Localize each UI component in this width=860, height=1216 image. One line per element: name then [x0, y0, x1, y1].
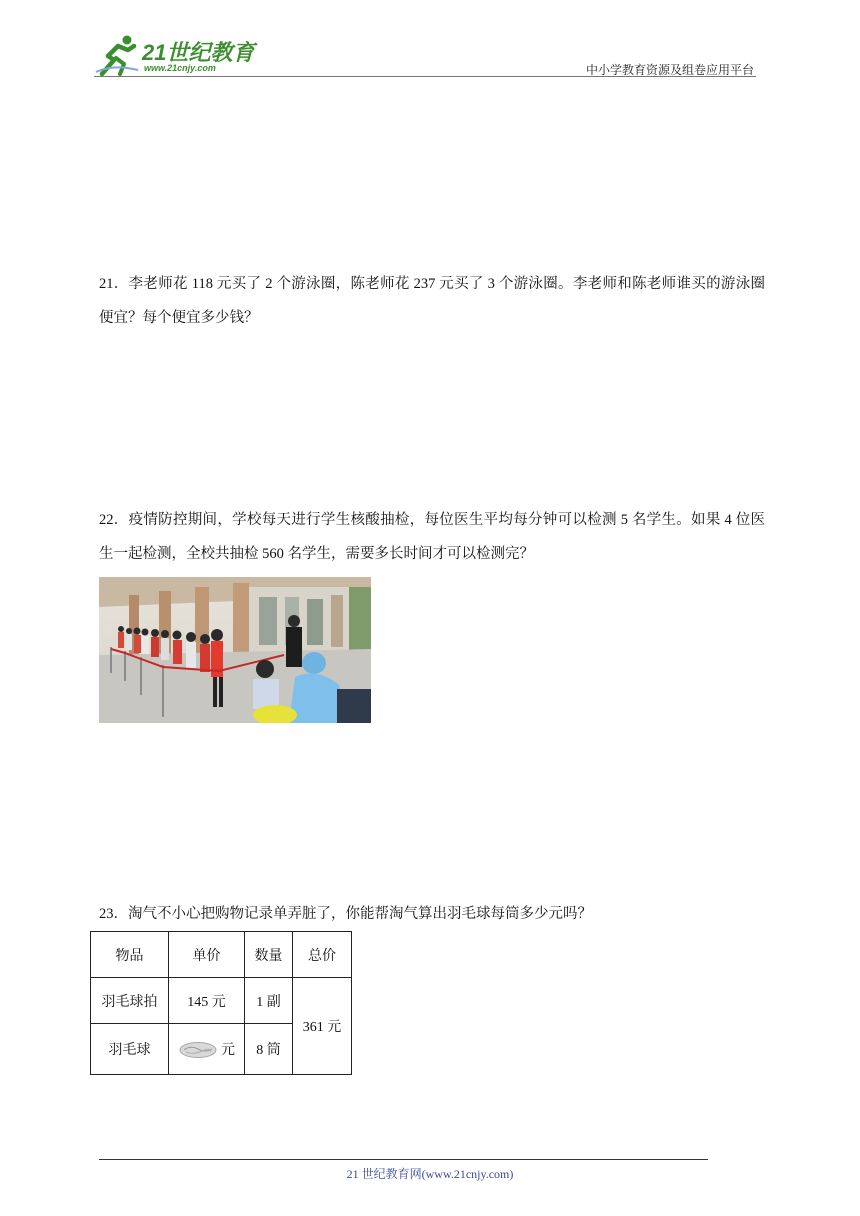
table-header-cell: 数量 — [245, 932, 293, 978]
table-header-cell: 物品 — [91, 932, 169, 978]
runner-icon — [94, 34, 140, 76]
logo-url: www.21cnjy.com — [144, 63, 216, 73]
question-number: 22． — [99, 512, 129, 528]
table-header-cell: 总价 — [293, 932, 352, 978]
total-cell: 361 元 — [293, 978, 352, 1075]
footer-link[interactable]: 21 世纪教育网(www.21cnjy.com) — [346, 1167, 514, 1181]
question-text: 淘气不小心把购物记录单弄脏了，你能帮淘气算出羽毛球每筒多少元吗？ — [128, 906, 592, 922]
price-cell: 145 元 — [169, 978, 245, 1024]
price-cell — [169, 1024, 245, 1075]
item-cell: 羽毛球 — [91, 1024, 169, 1075]
price-unit: 元 — [221, 1042, 235, 1058]
table-row — [91, 978, 352, 1024]
logo-text: 21世纪教育 — [142, 40, 255, 65]
header-platform-label: 中小学教育资源及组卷应用平台 — [585, 63, 754, 77]
footer-divider — [99, 1159, 708, 1160]
question-22 — [99, 503, 765, 571]
question-text: 李老师花 118 元买了 2 个游泳圈，陈老师花 237 元买了 3 个游泳圈。李老师和陈老师谁买的游泳圈便宜？每个便宜多少钱？ — [99, 276, 766, 326]
question-number: 23． — [99, 906, 128, 922]
shopping-record-table — [90, 931, 352, 1075]
header-divider — [94, 76, 756, 77]
question-21 — [99, 267, 765, 335]
table-header-cell: 单价 — [169, 932, 245, 978]
site-logo — [94, 34, 264, 78]
item-cell: 羽毛球拍 — [91, 978, 169, 1024]
quantity-cell: 1 副 — [245, 978, 293, 1024]
table-header-row — [91, 932, 352, 978]
covid-test-photo — [99, 577, 371, 723]
question-23 — [99, 897, 765, 931]
question-number: 21． — [99, 276, 129, 292]
question-text: 疫情防控期间，学校每天进行学生核酸抽检，每位医生平均每分钟可以检测 5 名学生。如果 4 位医生一起检测，全校共抽检 560 名学生，需要多长时间才可以检测完？ — [99, 512, 766, 562]
quantity-cell: 8 筒 — [245, 1024, 293, 1075]
ink-smudge-icon — [178, 1041, 218, 1059]
